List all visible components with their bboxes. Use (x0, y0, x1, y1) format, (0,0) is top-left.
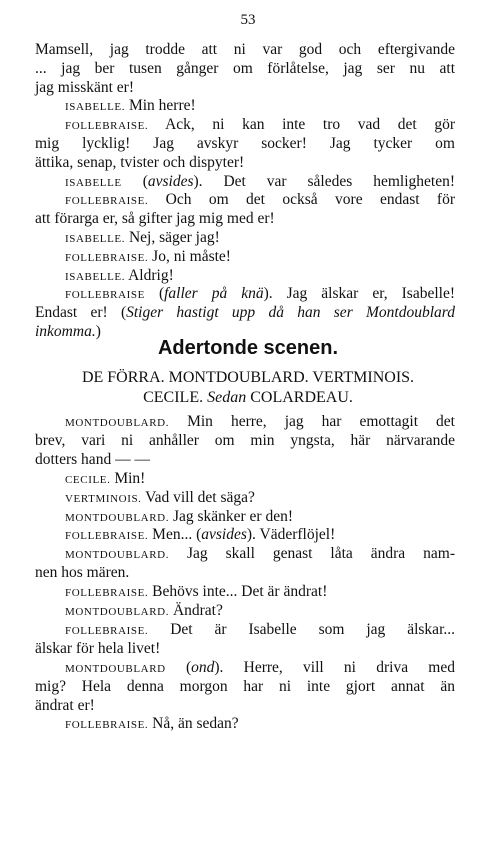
line-text: älskar för hela livet! (35, 639, 161, 657)
cast-list-line-1: DE FÖRRA. MONTDOUBLARD. VERTMINOIS. (81, 369, 415, 386)
line-text: Endast er! ( (35, 304, 127, 322)
text-line (35, 658, 455, 677)
text-line (35, 78, 455, 97)
stage-direction: faller på knä (164, 285, 264, 303)
speaker-name: FOLLEBRAISE. (65, 195, 149, 208)
line-text: Aldrig! (125, 266, 174, 284)
text-line (35, 190, 455, 209)
stage-direction: avsides (201, 526, 247, 544)
speaker-name: FOLLEBRAISE. (65, 624, 149, 637)
speaker-name: FOLLEBRAISE. (65, 530, 149, 543)
text-line (35, 172, 455, 191)
text-line (35, 677, 455, 696)
line-text: ( (144, 285, 165, 303)
text-line (35, 525, 455, 544)
line-text: ). Jag älskar er, Isabelle! (263, 285, 455, 303)
text-line (35, 563, 455, 582)
line-text: Jag skall genast låta ändra nam- (169, 545, 455, 563)
line-text: Ack, ni kan inte tro vad det gör (148, 116, 455, 134)
text-line (35, 450, 455, 469)
text-line (35, 639, 455, 658)
line-text: jag misskänt er! (35, 78, 135, 96)
line-text: Jo, ni måste! (148, 247, 231, 265)
text-line (35, 544, 455, 563)
stage-direction: inkomma. (35, 323, 96, 340)
line-text: Mamsell, jag trodde att ni var god och eftergivande (35, 41, 455, 58)
text-line (35, 303, 455, 322)
line-text: Vad vill det säga? (141, 488, 255, 506)
text-line (35, 488, 455, 507)
line-text: ( (121, 172, 148, 190)
line-text: Ändrat? (169, 602, 223, 619)
speaker-name: FOLLEBRAISE. (65, 587, 149, 600)
stage-direction: ond (191, 658, 215, 676)
line-text: Och om det också vore endast för (148, 191, 455, 209)
speaker-name: VERTMINOIS. (65, 492, 142, 505)
text-line (35, 696, 455, 715)
line-text: Men... ( (148, 526, 202, 544)
speaker-name: MONTDOUBLARD (65, 662, 166, 675)
scene-heading: Adertonde scenen. (157, 337, 339, 359)
line-text: att förarga er, så gifter jag mig med er! (35, 210, 275, 228)
line-text: Behövs inte... Det är ändrat! (148, 583, 328, 601)
line-text: ändrat er! (35, 696, 95, 714)
text-line (35, 620, 455, 639)
speaker-name: FOLLEBRAISE. (65, 719, 149, 732)
speaker-name: ISABELLE. (65, 270, 126, 283)
text-line (35, 247, 455, 266)
text-line (35, 431, 455, 450)
line-text: ) (95, 323, 101, 340)
speaker-name: MONTDOUBLARD. (65, 417, 170, 429)
line-text: mig? Hela denna morgon har ni inte gjort annat än (35, 677, 455, 695)
text-line (35, 209, 455, 228)
cast-text: COLARDEAU. (246, 389, 353, 406)
text-line (35, 601, 455, 620)
line-text: Jag skänker er den! (169, 507, 294, 525)
speaker-name: FOLLEBRAISE. (65, 251, 149, 264)
text-line (35, 582, 455, 601)
line-text: brev, vari ni anhåller om min yngsta, här närvarande (35, 431, 455, 449)
line-text: mig lycklig! Jag avskyr socker! Jag tycker om (35, 135, 455, 152)
text-line (35, 228, 455, 247)
speaker-name: MONTDOUBLARD. (65, 606, 170, 618)
stage-direction: Stiger hastigt upp då han ser Montdoublard (126, 304, 455, 322)
speaker-name: ISABELLE. (65, 101, 126, 114)
speaker-name: ISABELLE (65, 176, 122, 189)
stage-direction: Sedan (207, 389, 247, 406)
speaker-name: FOLLEBRAISE. (65, 120, 149, 133)
line-text: Nej, säger jag! (125, 229, 220, 246)
line-text: Det är Isabelle som jag älskar... (148, 620, 455, 638)
line-text: ( (165, 658, 192, 676)
line-text: Min herre! (125, 97, 196, 115)
text-line (35, 134, 455, 153)
text-line (35, 40, 455, 59)
text-line (35, 153, 455, 172)
text-line (35, 507, 455, 526)
line-text: Nå, än sedan? (148, 715, 239, 733)
speaker-name: CECILE. (65, 473, 111, 486)
text-line (35, 284, 455, 303)
text-line (35, 115, 455, 134)
text-line (35, 412, 455, 431)
line-text: ). Väderflöjel! (246, 526, 336, 544)
line-text: ... jag ber tusen gånger om förlåtelse, jag ser nu att (35, 59, 455, 77)
line-text: dotters hand — — (35, 450, 150, 468)
speaker-name: FOLLEBRAISE (65, 289, 145, 302)
text-line (35, 266, 455, 285)
line-text: ). Herre, vill ni driva med (214, 658, 455, 676)
page-number: 53 (240, 12, 256, 28)
text-line (35, 96, 455, 115)
stage-direction: avsides (147, 172, 194, 190)
line-text: Min herre, jag har emottagit det (169, 413, 455, 430)
line-text: nen hos mären. (35, 564, 130, 582)
line-text: Min! (110, 469, 146, 487)
text-line (35, 59, 455, 78)
cast-text: CECILE. (143, 389, 208, 406)
speaker-name: MONTDOUBLARD. (65, 549, 170, 562)
text-line (35, 714, 455, 733)
line-text: ). Det var således hemligheten! (193, 172, 455, 190)
speaker-name: ISABELLE. (65, 233, 126, 245)
line-text: ättika, senap, tvister och dispyter! (35, 153, 245, 171)
speaker-name: MONTDOUBLARD. (65, 511, 170, 524)
cast-list-line-2 (0, 388, 496, 408)
text-line (35, 469, 455, 488)
